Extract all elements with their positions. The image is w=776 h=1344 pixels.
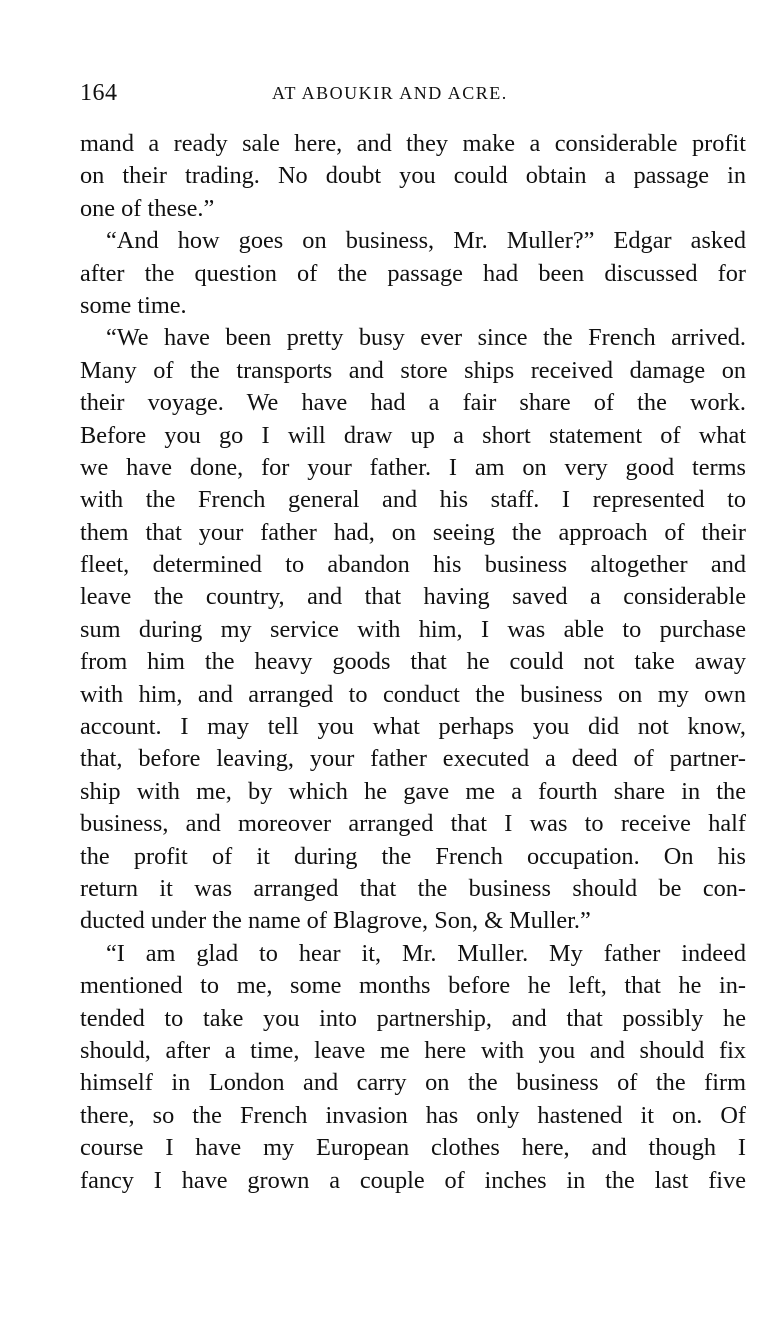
text-line: we have done, for your father. I am on very good terms (80, 453, 746, 481)
paragraph (80, 322, 746, 937)
paragraph (80, 128, 746, 225)
text-line: should, after a time, leave me here with you and should fix (80, 1036, 746, 1064)
text-line: tended to take you into partnership, and that possibly he (80, 1004, 746, 1032)
text-line: account. I may tell you what perhaps you did not know, (80, 713, 746, 741)
text-line: there, so the French invasion has only hastened it on. Of (80, 1101, 746, 1129)
text-line: the profit of it during the French occupation. On his (80, 842, 746, 870)
text-line: one of these.” (80, 194, 215, 222)
running-title: AT ABOUKIR AND ACRE. (272, 83, 508, 103)
text-line: sum during my service with him, I was able to purchase (80, 615, 746, 643)
text-line: Many of the transports and store ships received damage on (80, 356, 746, 384)
text-line: that, before leaving, your father executed a deed of partner- (80, 745, 746, 773)
text-line: some time. (80, 291, 187, 319)
text-line: return it was arranged that the business should be con- (80, 874, 746, 902)
text-line: himself in London and carry on the business of the firm (80, 1069, 746, 1097)
text-line: business, and moreover arranged that I was to receive half (80, 810, 746, 838)
body-text (80, 128, 746, 1197)
text-line: their voyage. We have had a fair share of the work. (80, 389, 746, 417)
page-header (80, 80, 746, 110)
paragraph (80, 938, 746, 1197)
text-line: Before you go I will draw up a short statement of what (80, 421, 746, 449)
text-line: “I am glad to hear it, Mr. Muller. My father indeed (106, 939, 746, 967)
text-line: with him, and arranged to conduct the business on my own (80, 680, 746, 708)
text-line: on their trading. No doubt you could obtain a passage in (80, 162, 746, 190)
text-line: after the question of the passage had been discussed for (80, 259, 746, 287)
text-line: ship with me, by which he gave me a fourth share in the (80, 777, 746, 805)
text-line: with the French general and his staff. I represented to (80, 486, 746, 514)
text-line: leave the country, and that having saved a considerable (80, 583, 746, 611)
text-line: “And how goes on business, Mr. Muller?” Edgar asked (106, 227, 746, 255)
text-line: “We have been pretty busy ever since the French arrived. (106, 324, 746, 352)
text-line: course I have my European clothes here, and though I (80, 1134, 746, 1162)
text-line: fancy I have grown a couple of inches in the last five (80, 1166, 746, 1194)
text-line: from him the heavy goods that he could not take away (80, 648, 746, 676)
text-line: ducted under the name of Blagrove, Son, & Muller.” (80, 907, 591, 935)
paragraph (80, 225, 746, 322)
page-number: 164 (80, 80, 118, 106)
text-line: mand a ready sale here, and they make a considerable profit (80, 130, 746, 157)
text-line: them that your father had, on seeing the approach of their (80, 518, 746, 546)
text-line: mentioned to me, some months before he left, that he in- (80, 972, 746, 1000)
text-line: fleet, determined to abandon his business altogether and (80, 551, 746, 579)
